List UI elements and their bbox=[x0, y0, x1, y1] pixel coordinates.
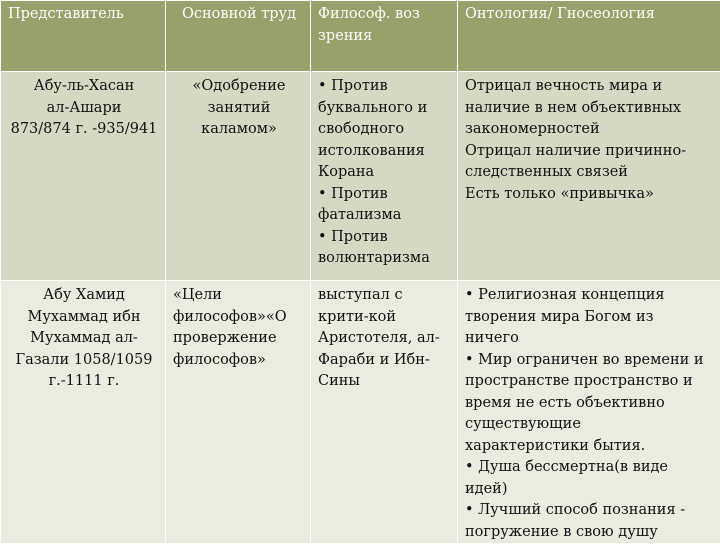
cell-line: Абу Хамид bbox=[8, 285, 160, 307]
cell-line: буквального и bbox=[318, 98, 452, 120]
cell-views bbox=[311, 72, 458, 281]
cell-line: Мухаммад ал- bbox=[8, 328, 160, 350]
cell-representative bbox=[1, 281, 166, 544]
cell-line: 873/874 г. -935/941 bbox=[8, 119, 160, 141]
cell-line: закономерностей bbox=[465, 119, 715, 141]
cell-line: «Одобрение bbox=[173, 76, 305, 98]
cell-line: ничего bbox=[465, 328, 715, 350]
table-row bbox=[1, 281, 720, 544]
cell-line: провержение bbox=[173, 328, 305, 350]
cell-ontology bbox=[458, 72, 720, 281]
header-row bbox=[1, 1, 720, 72]
cell-line: существующие bbox=[465, 414, 715, 436]
cell-line: время не есть объективно bbox=[465, 393, 715, 415]
cell-line: свободного bbox=[318, 119, 452, 141]
cell-line: истолкования bbox=[318, 141, 452, 163]
cell-work bbox=[166, 281, 311, 544]
cell-line: Отрицал вечность мира и bbox=[465, 76, 715, 98]
cell-work bbox=[166, 72, 311, 281]
cell-line: • Религиозная концепция bbox=[465, 285, 715, 307]
cell-ontology bbox=[458, 281, 720, 544]
cell-line: Абу-ль-Хасан bbox=[8, 76, 160, 98]
cell-line: • Против bbox=[318, 76, 452, 98]
table-row bbox=[1, 72, 720, 281]
cell-line: • Лучший способ познания - bbox=[465, 500, 715, 522]
cell-line: следственных связей bbox=[465, 162, 715, 184]
cell-views bbox=[311, 281, 458, 544]
cell-line: философов» bbox=[173, 350, 305, 372]
cell-representative bbox=[1, 72, 166, 281]
cell-line: философов»«О bbox=[173, 307, 305, 329]
cell-line: выступал с bbox=[318, 285, 452, 307]
cell-line: занятий bbox=[173, 98, 305, 120]
cell-line: каламом» bbox=[173, 119, 305, 141]
cell-line: Мухаммад ибн bbox=[8, 307, 160, 329]
cell-line: Корана bbox=[318, 162, 452, 184]
cell-line: • Мир ограничен во времени и bbox=[465, 350, 715, 372]
cell-line: • Против bbox=[318, 184, 452, 206]
cell-line: Аристотеля, ал- bbox=[318, 328, 452, 350]
cell-line: идей) bbox=[465, 479, 715, 501]
cell-line: • Против bbox=[318, 227, 452, 249]
header-representative: Представитель bbox=[1, 1, 166, 72]
cell-line: волюнтаризма bbox=[318, 248, 452, 270]
cell-line: погружение в свою душу bbox=[465, 522, 715, 544]
cell-line: • Душа бессмертна(в виде bbox=[465, 457, 715, 479]
cell-line: наличие в нем объективных bbox=[465, 98, 715, 120]
cell-line: крити-кой bbox=[318, 307, 452, 329]
header-ontology: Онтология/ Гносеология bbox=[458, 1, 720, 72]
cell-line: Есть только «привычка» bbox=[465, 184, 715, 206]
cell-line: Сины bbox=[318, 371, 452, 393]
cell-line: характеристики бытия. bbox=[465, 436, 715, 458]
cell-line: Газали 1058/1059 bbox=[8, 350, 160, 372]
cell-line: «Цели bbox=[173, 285, 305, 307]
cell-line: г.-1111 г. bbox=[8, 371, 160, 393]
cell-line: пространстве пространство и bbox=[465, 371, 715, 393]
cell-line: фатализма bbox=[318, 205, 452, 227]
cell-line: ал-Ашари bbox=[8, 98, 160, 120]
header-views: Философ. воз зрения bbox=[311, 1, 458, 72]
header-work: Основной труд bbox=[166, 1, 311, 72]
cell-line: творения мира Богом из bbox=[465, 307, 715, 329]
cell-line: Фараби и Ибн- bbox=[318, 350, 452, 372]
cell-line: Отрицал наличие причинно- bbox=[465, 141, 715, 163]
